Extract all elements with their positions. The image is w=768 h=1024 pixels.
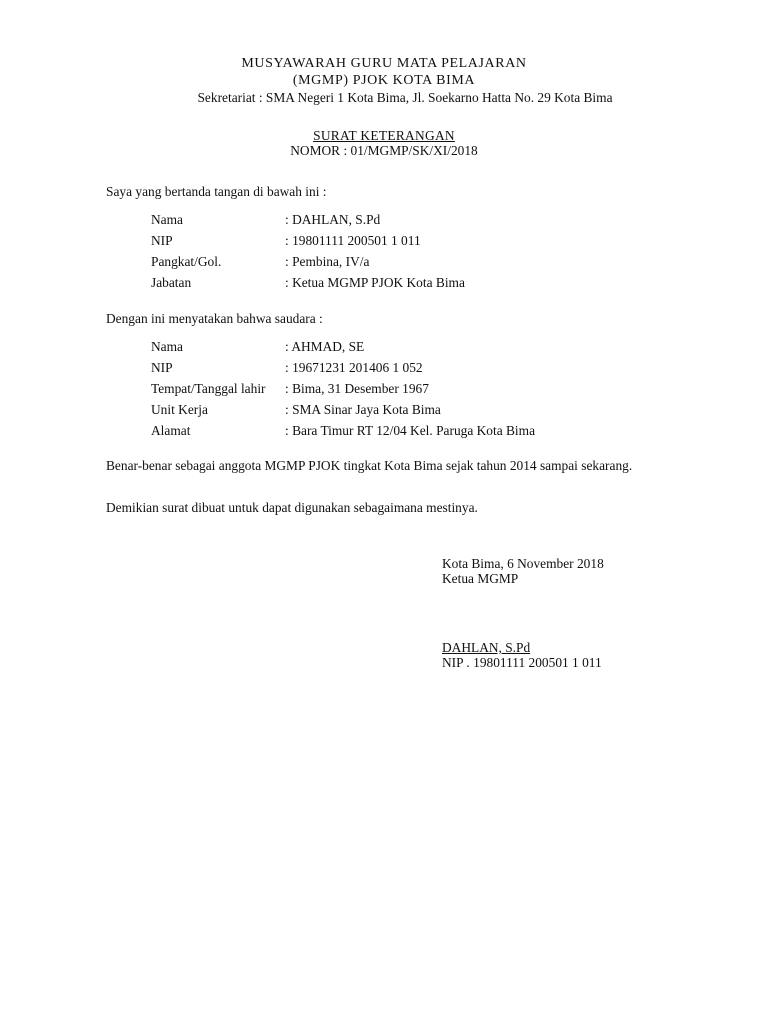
letter-title: SURAT KETERANGAN <box>313 128 455 143</box>
field-row <box>151 402 535 423</box>
letter-number: NOMOR : 01/MGMP/SK/XI/2018 <box>290 143 478 158</box>
field-row <box>151 423 535 444</box>
closing-text: Demikian surat dibuat untuk dapat digunakan sebagaimana mestinya. <box>106 500 478 515</box>
signer-position: Ketua MGMP <box>442 571 519 586</box>
field-label: Unit Kerja <box>151 402 208 417</box>
field-row <box>151 381 535 402</box>
field-label: Alamat <box>151 423 191 438</box>
signer-name: DAHLAN, S.Pd <box>442 640 531 655</box>
field-label: NIP <box>151 360 173 375</box>
field-label: Jabatan <box>151 275 192 290</box>
letter-title-block <box>0 128 768 158</box>
field-value: : Ketua MGMP PJOK Kota Bima <box>285 275 465 290</box>
field-value: : Bima, 31 Desember 1967 <box>285 381 429 396</box>
place-date: Kota Bima, 6 November 2018 <box>442 556 604 571</box>
org-name-line1: MUSYAWARAH GURU MATA PELAJARAN <box>241 56 527 71</box>
field-value: : Bara Timur RT 12/04 Kel. Paruga Kota Bima <box>285 423 536 438</box>
signer-nip: NIP . 19801111 200501 1 011 <box>442 655 602 670</box>
field-label: Nama <box>151 212 183 227</box>
field-value: : Pembina, IV/a <box>285 254 370 269</box>
field-row <box>151 360 535 381</box>
org-name-line2: (MGMP) PJOK KOTA BIMA <box>292 73 476 88</box>
field-value: : SMA Sinar Jaya Kota Bima <box>285 402 441 417</box>
field-row <box>151 254 465 275</box>
signature-block <box>442 556 604 586</box>
signer-identity <box>442 640 602 670</box>
field-label: Tempat/Tanggal lahir <box>151 381 266 396</box>
field-value: : AHMAD, SE <box>285 339 365 354</box>
field-value: : DAHLAN, S.Pd <box>285 212 381 227</box>
statement-intro-text: Dengan ini menyatakan bahwa saudara : <box>106 311 323 326</box>
field-row <box>151 275 465 296</box>
field-value: : 19801111 200501 1 011 <box>285 233 421 248</box>
intro-text: Saya yang bertanda tangan di bawah ini : <box>106 184 327 199</box>
field-row <box>151 212 465 233</box>
field-label: Pangkat/Gol. <box>151 254 222 269</box>
field-value: : 19671231 201406 1 052 <box>285 360 423 375</box>
field-row <box>151 339 535 360</box>
letterhead <box>0 55 768 106</box>
subject-fields <box>151 339 535 444</box>
secretariat-address: Sekretariat : SMA Negeri 1 Kota Bima, Jl. Soekarno Hatta No. 29 Kota Bima <box>197 90 613 105</box>
field-row <box>151 233 465 254</box>
field-label: NIP <box>151 233 173 248</box>
signer-fields <box>151 212 465 296</box>
membership-statement: Benar-benar sebagai anggota MGMP PJOK tingkat Kota Bima sejak tahun 2014 sampai sekarang. <box>106 458 633 473</box>
field-label: Nama <box>151 339 183 354</box>
